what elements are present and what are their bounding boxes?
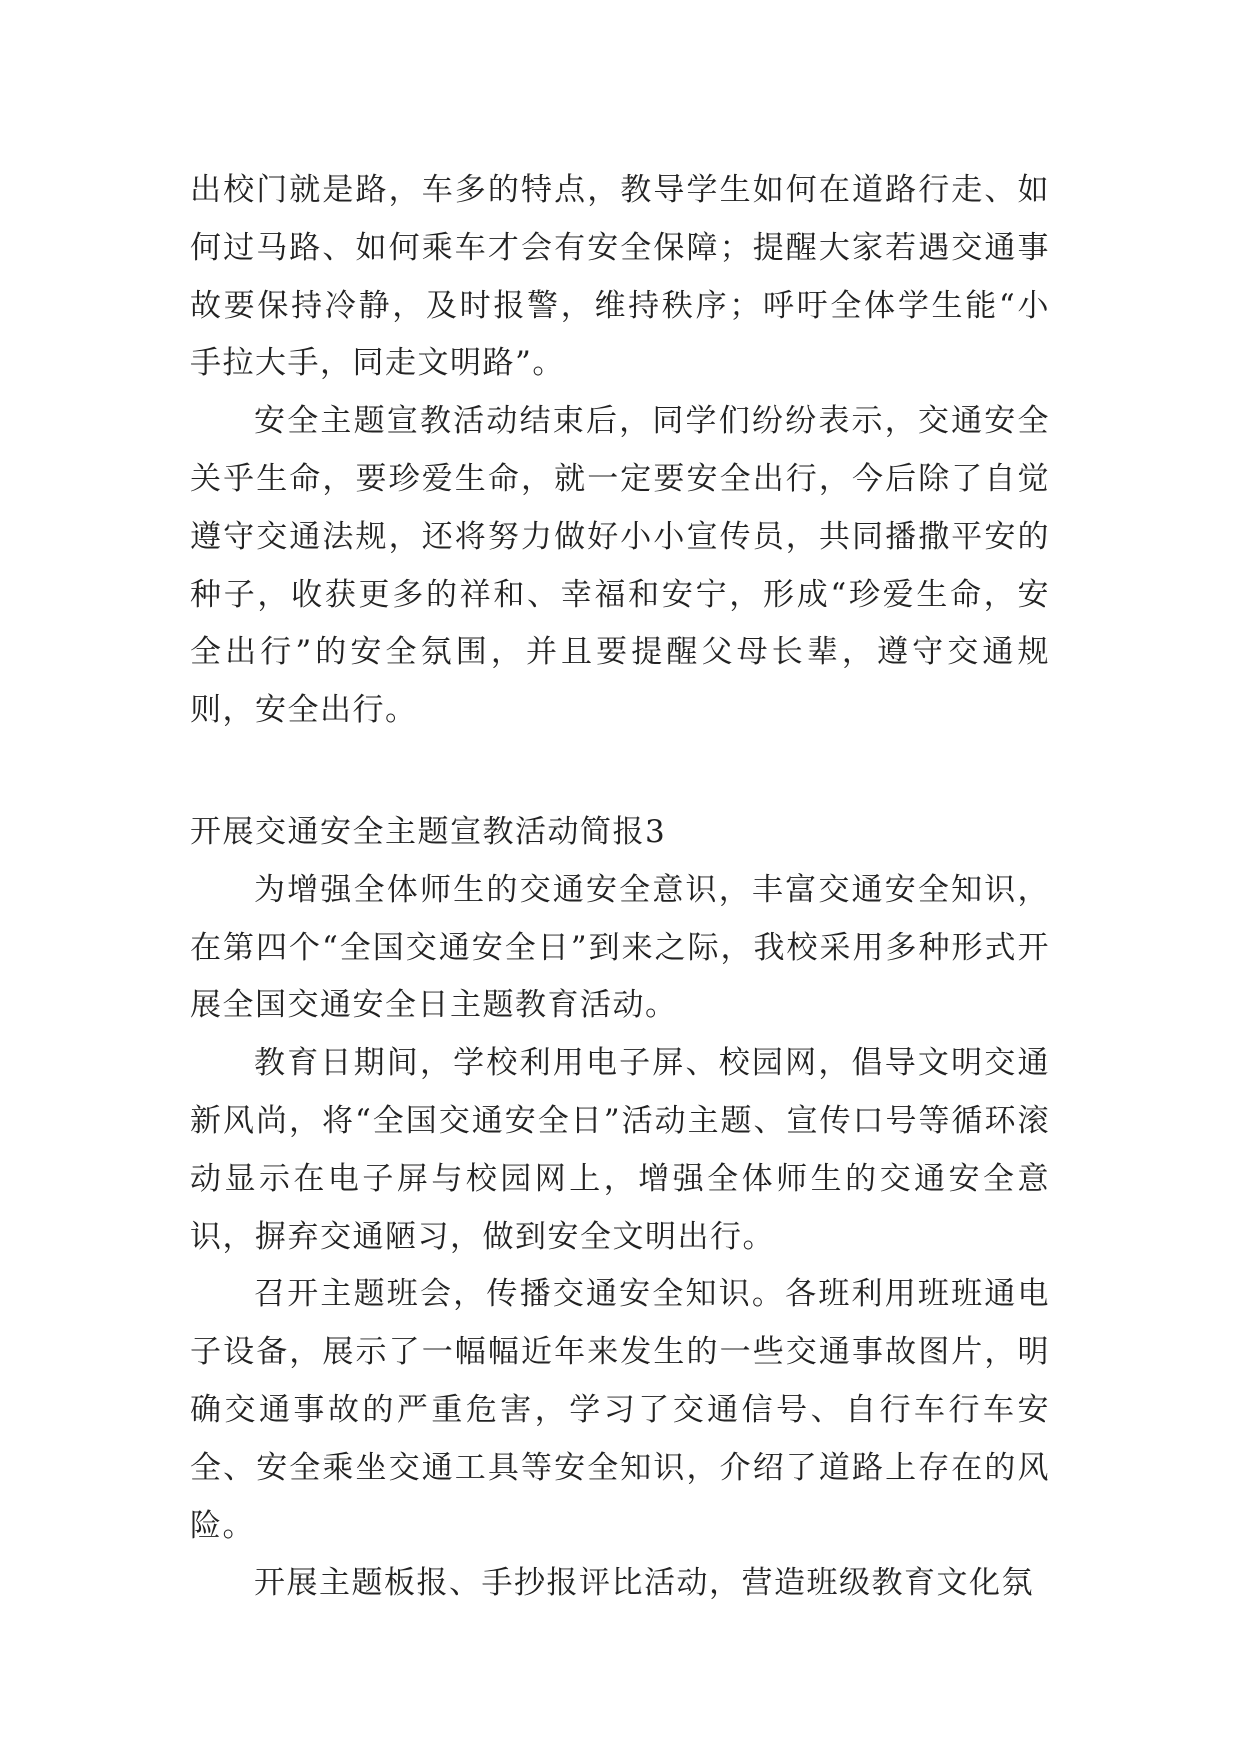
document-body bbox=[190, 162, 1050, 1613]
section-title: 开展交通安全主题宣教活动简报3 bbox=[190, 813, 667, 850]
paragraph-2: 安全主题宣教活动结束后，同学们纷纷表示，交通安全关乎生命，要珍爱生命，就一定要安全出行，今后除了自觉遵守交通法规，还将努力做好小小宣传员，共同播撒平安的种子，收获更多的祥和、幸福和安宁，形成“珍爱生命，安全出行”的安全氛围，并且要提醒父母长辈，遵守交通规则，安全出行。 bbox=[190, 403, 1050, 729]
paragraph-3: 为增强全体师生的交通安全意识，丰富交通安全知识，在第四个“全国交通安全日”到来之际，我校采用多种形式开展全国交通安全日主题教育活动。 bbox=[190, 871, 1050, 1024]
paragraph-4: 教育日期间，学校利用电子屏、校园网，倡导文明交通新风尚，将“全国交通安全日”活动主题、宣传口号等循环滚动显示在电子屏与校园网上，增强全体师生的交通安全意识，摒弃交通陋习，做到安全文明出行。 bbox=[190, 1045, 1050, 1255]
section-gap bbox=[190, 740, 1050, 804]
paragraph-5: 召开主题班会，传播交通安全知识。各班利用班班通电子设备，展示了一幅幅近年来发生的一些交通事故图片，明确交通事故的严重危害，学习了交通信号、自行车行车安全、安全乘坐交通工具等安全知识，介绍了道路上存在的风险。 bbox=[190, 1276, 1050, 1544]
paragraph-6: 开展主题板报、手抄报评比活动，营造班级教育文化氛 bbox=[254, 1565, 1034, 1602]
paragraph-1: 出校门就是路，车多的特点，教导学生如何在道路行走、如何过马路、如何乘车才会有安全保障；提醒大家若遇交通事故要保持冷静，及时报警，维持秩序；呼吁全体学生能“小手拉大手，同走文明路”。 bbox=[190, 172, 1050, 382]
